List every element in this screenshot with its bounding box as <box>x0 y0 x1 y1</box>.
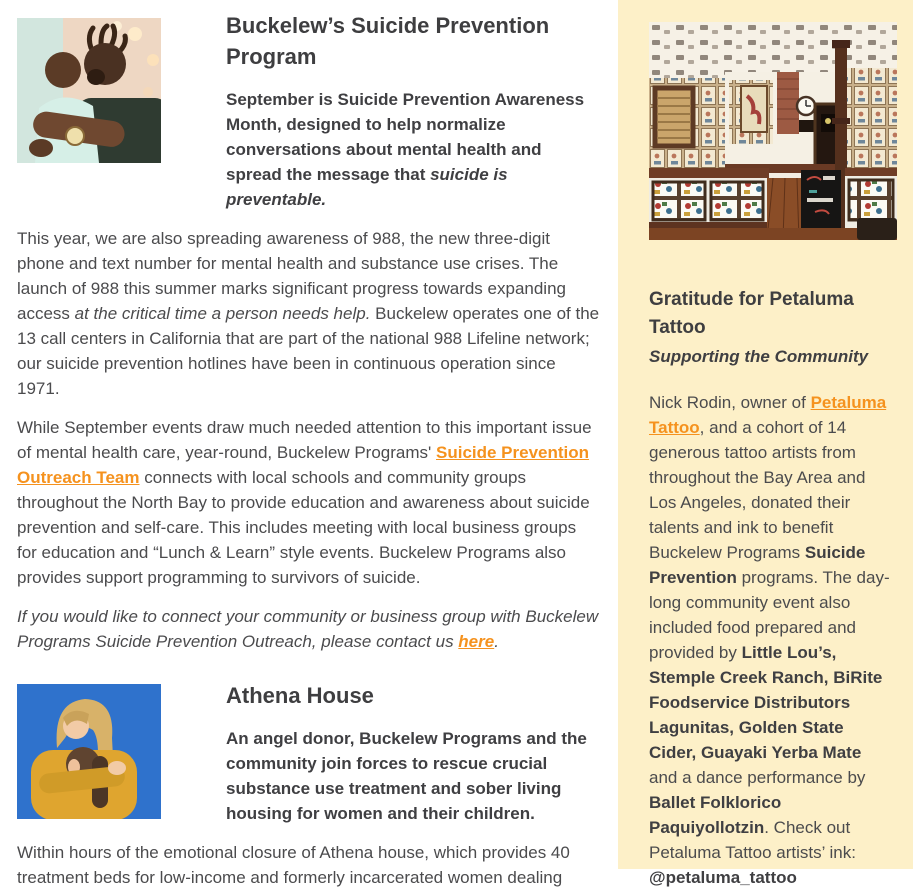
sidebar-text-e: . Check out Petaluma Tattoo artists’ ink: <box>649 818 856 862</box>
sidebar-subtitle: Supporting the Community <box>649 347 869 366</box>
paragraph-contact <box>17 604 600 654</box>
athena-title: Athena House <box>226 683 374 708</box>
article-header-row <box>17 10 600 212</box>
petaluma-tattoo-link[interactable]: Petaluma Tattoo <box>649 393 887 437</box>
paragraph-contact-text-a: If you would like to connect your community or business group with Buckelew Programs Suicide Prevention Outreach, please contact us <box>17 607 599 651</box>
article-title: Buckelew’s Suicide Prevention Program <box>226 13 550 69</box>
intro-text: September is Suicide Prevention Awareness Month, designed to help normalize conversations about mental health and spread the message that <box>226 90 585 184</box>
paragraph-outreach <box>17 415 600 590</box>
article-athena-house <box>17 680 600 890</box>
paragraph-988 <box>17 226 600 401</box>
sidebar-text-a: Nick Rodin, owner of <box>649 393 811 412</box>
paragraph-contact-text-b: . <box>494 632 499 651</box>
sidebar-text-c: programs. The day-long community event also included food prepared and provided by <box>649 568 890 662</box>
embrace-photo-svg <box>17 18 161 163</box>
article-header-text <box>226 10 600 212</box>
embrace-photo <box>17 18 161 212</box>
paragraph-988-italic: at the critical time a person needs help. <box>74 304 371 323</box>
tattoo-shop-photo-svg <box>649 22 897 240</box>
sidebar-text-b: , and a cohort of 14 generous tattoo artists from throughout the Bay Area and Los Angeles, donated their talents and ink to benefit Buckelew Programs <box>649 418 866 562</box>
sidebar-paragraph <box>649 390 891 890</box>
tattoo-shop-photo <box>649 22 897 240</box>
paragraph-988-text-a: This year, we are also spreading awareness of 988, the new three-digit phone and text number for mental health and substance use crises. The launch of 988 this summer marks significant progress towards expanding access <box>17 229 566 323</box>
athena-intro: An angel donor, Buckelew Programs and the community join forces to rescue crucial substance use treatment and sober living housing for women and their children. <box>226 729 587 823</box>
athena-header-row <box>17 680 600 826</box>
article-intro <box>226 87 600 212</box>
athena-header-text <box>226 680 600 826</box>
sidebar-bold-program: Suicide Prevention <box>649 543 866 587</box>
paragraph-988-text-b: Buckelew operates one of the 13 call centers in California that are part of the national 988 Lifeline network; our suicide prevention hotlines have been in continuous operation since 1971. <box>17 304 600 398</box>
sidebar <box>618 0 913 887</box>
sidebar-title: Gratitude for Petaluma Tattoo <box>649 289 854 338</box>
article-suicide-prevention <box>17 10 600 654</box>
paragraph-outreach-text-a: While September events draw much needed attention to this important issue of mental health care, year-round, Buckelew Programs' <box>17 418 592 462</box>
paragraph-athena: Within hours of the emotional closure of Athena house, which provides 40 treatment beds for low-income and formerly incarcerated women dealing <box>17 843 570 887</box>
sidebar-bold-handle: @petaluma_tattoo <box>649 868 797 887</box>
sidebar-text-d: and a dance performance by <box>649 768 866 787</box>
suicide-prevention-outreach-team-link[interactable]: Suicide Prevention Outreach Team <box>17 443 590 487</box>
paragraph-outreach-text-b: connects with local schools and community groups throughout the North Bay to provide education and awareness about suicide prevention and self-care. This includes meeting with local business groups for education and “Lunch & Learn” style events. Buckelew Programs also provides support programming to survivors of suicide. <box>17 468 590 587</box>
intro-text-italic: suicide is preventable. <box>226 165 508 209</box>
contact-here-link[interactable]: here <box>458 632 495 651</box>
mother-child-photo <box>17 684 161 826</box>
sidebar-bold-dance: Ballet Folklorico Paquiyollotzin <box>649 793 782 837</box>
mother-child-photo-svg <box>17 684 161 819</box>
sidebar-bold-vendors: Little Lou’s, Stemple Creek Ranch, BiRite Foodservice Distributors Lagunitas, Golden State Cider, Guayaki Yerba Mate <box>649 643 883 762</box>
